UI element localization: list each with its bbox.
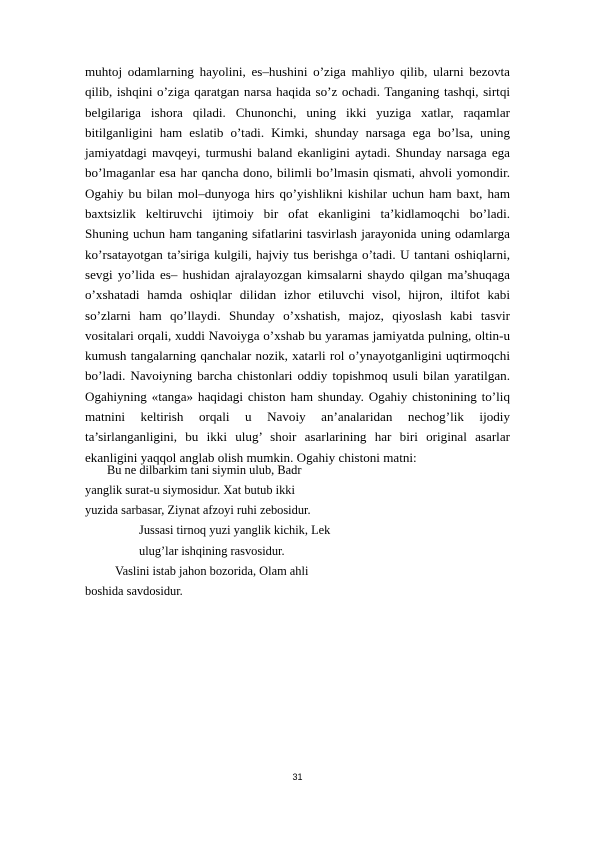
verse-line: Jussasi tirnoq yuzi yanglik kichik, Lek: [139, 523, 331, 537]
verse-line: boshida savdosidur.: [85, 584, 183, 598]
verse-line: ulug’lar ishqining rasvosidur.: [139, 544, 285, 558]
verse-line: Vaslini istab jahon bozorida, Olam ahli: [115, 564, 309, 578]
page-number: 31: [292, 772, 303, 782]
body-paragraph: muhtoj odamlarning hayolini, es–hushini o’ziga mahliyo qilib, ularni bezovta qilib, ishqini o’ziga qaratgan narsa haqida so’z ochadi. Tanganing tashqi, sirtqi belgilariga ishora qiladi. Chunonchi, uning ikki yuziga xatlar, raqamlar bitilganligini ham eslatib o’tadi. Kimki, shunday narsaga ega bo’lsa, uning jamiyatdagi mavqeyi, turmushi baland ekanligini aytadi. Shunday narsaga ega bo’lmaganlar esa har qancha dono, bilimli bo’lmasin qismati, ahvoli yomondir. Ogahiy bu bilan mol–dunyoga hirs qo’yishlikni kishilar uchun ham baxt, ham baxtsizlik keltiruvchi ijtimoiy bir ofat ekanligini ta’kidlamoqchi bo’ladi. Shuning uchun ham tanganing sifatlarini tasvirlash jarayonida uning odamlarga ko’rsatayotgan ta’siriga kulgili, hajviy tus berishga o’tadi. U tantani oshiqlarni, sevgi yo’lida es– hushidan ajralayozgan kimsalarni shaydo qilgan ma’shuqaga o’xshatadi hamda oshiqlar dilidan izhor etiluvchi visol, hijron, iltifot kabi so’zlarni ham qo’llaydi. Shunday o’xshatish, majoz, qiyoslash kabi tasvir vositalari orqali, xuddi Navoiyga o’xshab bu yaramas jamiyatda pulning, oltin-u kumush tangalarning qanchalar nozik, xatarli rol o’ynayotganligini uqtirmoqchi bo’ladi. Navoiyning barcha chistonlari oddiy topishmoq usuli bilan yaratilgan. Ogahiyning «tanga» haqidagi chiston ham shunday. Ogahiy chistonining to’liq matnini keltirish orqali u Navoiy an’analaridan nechog’lik ijodiy ta’sirlanganligini, bu ikki ulug’ shoir asarlarining har biri original asarlar ekanligini yaqqol anglab olish mumkin. Ogahiy chistoni matni:: [85, 64, 510, 465]
verse-line: Bu ne dilbarkim tani siymin ulub, Badr: [107, 463, 302, 477]
verse-line: yuzida sarbasar, Ziynat afzoyi ruhi zebosidur.: [85, 503, 311, 517]
verse-line: yanglik surat-u siymosidur. Xat butub ikki: [85, 483, 295, 497]
